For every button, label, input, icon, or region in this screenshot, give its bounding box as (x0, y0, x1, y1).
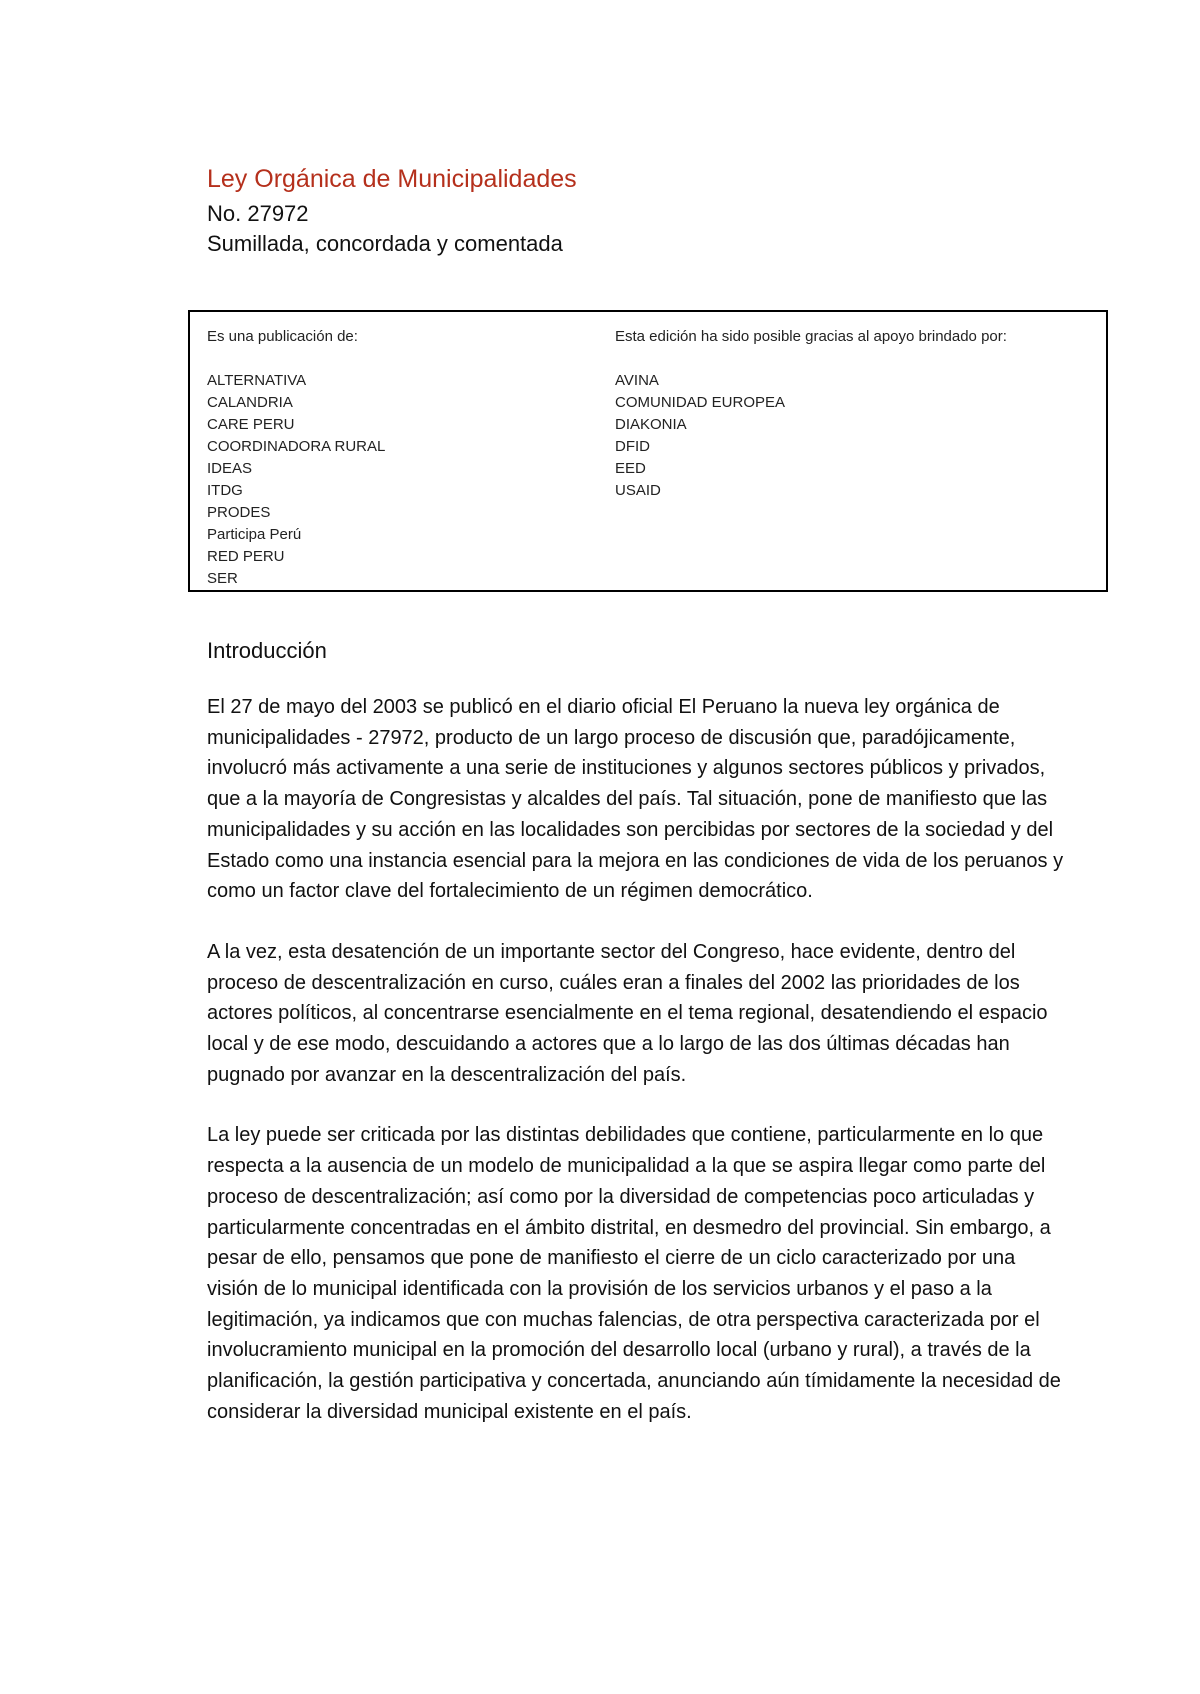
sponsors-heading: Esta edición ha sido posible gracias al apoyo brindado por: (615, 328, 1007, 345)
section-heading: Introducción (207, 638, 327, 663)
law-number: No. 27972 (207, 201, 309, 226)
title-block (207, 163, 1107, 259)
publisher-item: IDEAS (207, 460, 253, 477)
introduction-section (207, 636, 1067, 1457)
publishers-column (207, 326, 587, 590)
document-title: Ley Orgánica de Municipalidades (207, 165, 577, 193)
publisher-item: CARE PERU (207, 416, 295, 433)
paragraph: A la vez, esta desatención de un importante sector del Congreso, hace evidente, dentro del proceso de descentralización en curso, cuáles eran a finales del 2002 las prioridades de los actores políticos, al concentrarse esencialmente en el tema regional, desatendiendo el espacio local y de ese modo, descuidando a actores que a lo largo de las dos últimas décadas han pugnado por avanzar en la descentralización del país. (207, 940, 1048, 1086)
paragraph: El 27 de mayo del 2003 se publicó en el diario oficial El Peruano la nueva ley orgánica de municipalidades - 27972, producto de un largo proceso de discusión que, paradójicamente, involucró más activamente a una serie de instituciones y algunos sectores públicos y privados, que a la mayoría de Congresistas y alcaldes del país. Tal situación, pone de manifiesto que las municipalidades y su acción en las localidades son percibidas por sectores de la sociedad y del Estado como una instancia esencial para la mejora en las condiciones de vida de los peruanos y como un factor clave del fortalecimiento de un régimen democrático. (207, 696, 1064, 903)
sponsor-item: DIAKONIA (615, 416, 687, 433)
publisher-item: RED PERU (207, 548, 285, 565)
sponsor-item: COMUNIDAD EUROPEA (615, 394, 786, 411)
publisher-item: PRODES (207, 504, 271, 521)
publisher-item: SER (207, 570, 238, 587)
publisher-item: COORDINADORA RURAL (207, 438, 386, 455)
sponsors-list (615, 370, 1095, 502)
sponsors-column (615, 326, 1095, 502)
publisher-item: ITDG (207, 482, 243, 499)
publisher-item: ALTERNATIVA (207, 372, 307, 389)
sponsor-item: USAID (615, 482, 661, 499)
publishers-list (207, 370, 587, 590)
document-subtitle: Sumillada, concordada y comentada (207, 231, 563, 256)
credits-box (188, 310, 1108, 592)
sponsor-item: EED (615, 460, 646, 477)
publisher-item: Participa Perú (207, 526, 302, 543)
publisher-item: CALANDRIA (207, 394, 293, 411)
publishers-heading: Es una publicación de: (207, 328, 358, 345)
sponsor-item: AVINA (615, 372, 659, 389)
paragraph: La ley puede ser criticada por las distintas debilidades que contiene, particularmente en lo que respecta a la ausencia de un modelo de municipalidad a la que se aspira llegar como parte del proceso de descentralización; así como por la diversidad de competencias poco articuladas y particularmente concentradas en el ámbito distrital, en desmedro del provincial. Sin embargo, a pesar de ello, pensamos que pone de manifiesto el cierre de un ciclo caracterizado por una visión de lo municipal identificada con la provisión de los servicios urbanos y el paso a la legitimación, ya indicamos que con muchas falencias, de otra perspectiva caracterizada por el involucramiento municipal en la promoción del desarrollo local (urbano y rural), a través de la planificación, la gestión participativa y concertada, anunciando aún tímidamente la necesidad de considerar la diversidad municipal existente en el país. (207, 1124, 1061, 1423)
sponsor-item: DFID (615, 438, 650, 455)
